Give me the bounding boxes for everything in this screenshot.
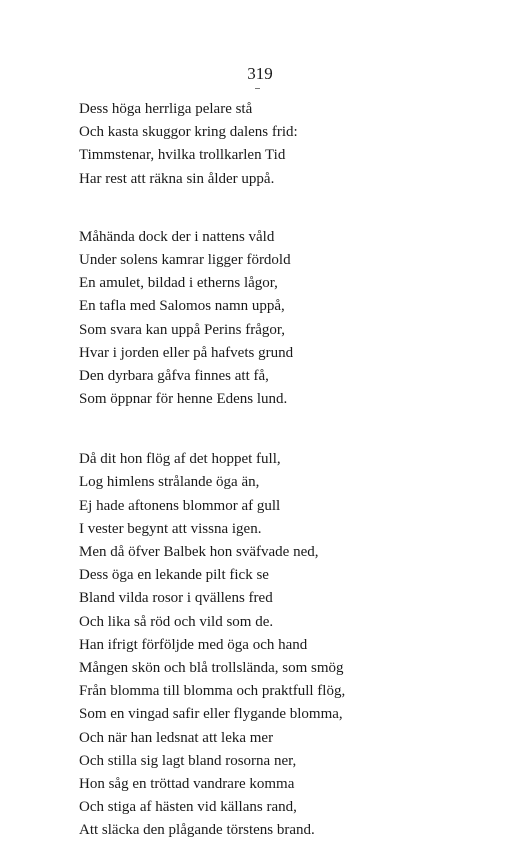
verse-line: Log himlens strålande öga än,: [79, 474, 260, 491]
verse-line: Då dit hon flög af det hoppet full,: [79, 451, 281, 468]
verse-line: Hon såg en tröttad vandrare komma: [79, 775, 295, 792]
verse-line: Från blomma till blomma och praktfull flög,: [79, 683, 346, 700]
verse-line: Som svara kan uppå Perins frågor,: [79, 321, 286, 338]
verse-line: Som öppnar för henne Edens lund.: [79, 391, 288, 408]
page-number: 319: [247, 64, 273, 83]
verse-line: Och stiga af hästen vid källans rand,: [79, 799, 297, 816]
verse-line: Hvar i jorden eller på hafvets grund: [79, 344, 294, 361]
verse-line: Och lika så röd och vild som de.: [79, 613, 274, 630]
verse-line: Att släcka den plågande törstens brand.: [79, 822, 315, 839]
verse-line: Men då öfver Balbek hon sväfvade ned,: [79, 544, 319, 560]
verse-line: Ej hade aftonens blommor af gull: [79, 497, 281, 514]
stanza-spacer: [79, 191, 479, 226]
verse-line: Mången skön och blå trollslända, som smög: [79, 659, 344, 676]
verse-line: Bland vilda rosor i qvällens fred: [79, 590, 273, 607]
verse-line: Har rest att räkna sin ålder uppå.: [79, 170, 275, 187]
page-number-underline: [255, 88, 260, 89]
verse-line: I vester begynt att vissna igen.: [79, 520, 262, 537]
verse-line: Och kasta skuggor kring dalens frid:: [79, 124, 298, 141]
verse-line: En tafla med Salomos namn uppå,: [79, 298, 285, 315]
stanza-2: [79, 226, 479, 412]
verse-line: Dess öga en lekande pilt fick se: [79, 567, 269, 584]
verse-line: Under solens kamrar ligger fördold: [79, 251, 291, 268]
verse-line: En amulet, bildad i etherns lågor,: [79, 275, 278, 292]
verse-line: Och när han ledsnat att leka mer: [79, 729, 274, 746]
poem-text: [79, 98, 479, 842]
verse-line: Den dyrbara gåfva finnes att få,: [79, 367, 269, 384]
verse-line: Timmstenar, hvilka trollkarlen Tid: [79, 147, 286, 164]
verse-line: Och stilla sig lagt bland rosorna ner,: [79, 752, 297, 769]
stanza-3: [79, 448, 479, 842]
verse-line: Som en vingad safir eller flygande blomma,: [79, 706, 343, 723]
verse-line: Dess höga herrliga pelare stå: [79, 101, 253, 117]
stanza-1: [79, 98, 479, 191]
verse-line: Måhända dock der i nattens våld: [79, 228, 275, 245]
verse-line: Han ifrigt förföljde med öga och hand: [79, 636, 308, 653]
stanza-spacer: [79, 411, 479, 448]
